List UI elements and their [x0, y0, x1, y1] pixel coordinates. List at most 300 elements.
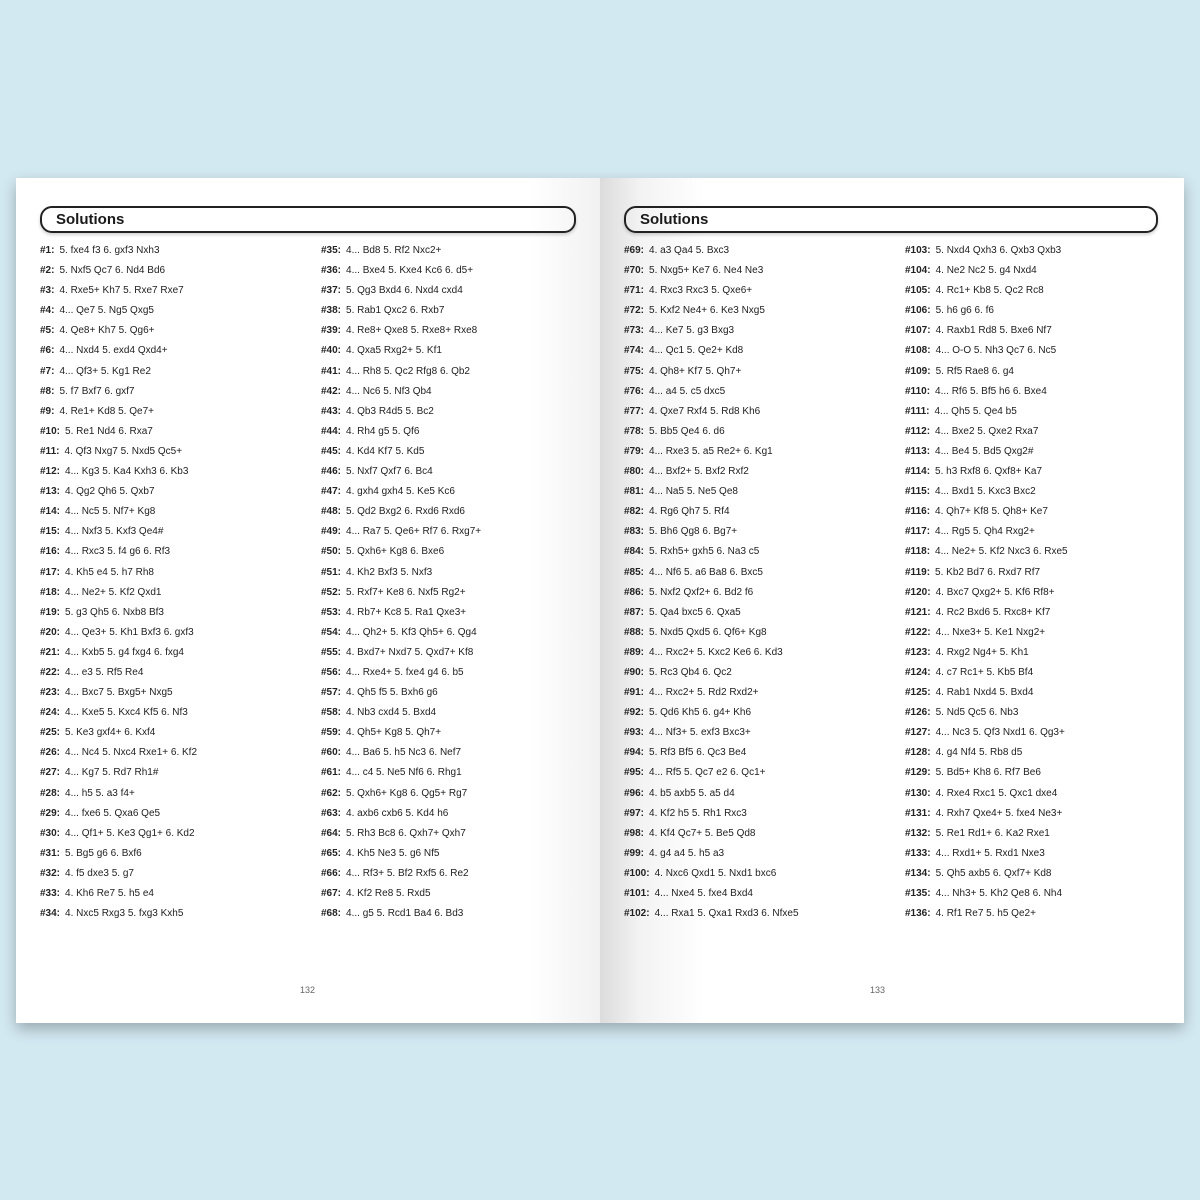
puzzle-number: #32:	[40, 867, 61, 879]
solution-entry	[624, 683, 884, 703]
solution-moves: 5. Rh3 Bc8 6. Qxh7+ Qxh7	[346, 827, 466, 839]
solution-entry	[40, 603, 300, 623]
puzzle-number: #30:	[40, 827, 61, 839]
puzzle-number: #49:	[321, 526, 342, 538]
solution-moves: 4... Rf3+ 5. Bf2 Rxf5 6. Re2	[346, 867, 469, 879]
solution-moves: 4... Na5 5. Ne5 Qe8	[649, 486, 738, 498]
solution-moves: 4. Bxc7 Qxg2+ 5. Kf6 Rf8+	[935, 586, 1055, 598]
section-title: Solutions	[640, 211, 709, 228]
solution-entry	[624, 804, 884, 824]
puzzle-number: #87:	[624, 606, 645, 618]
solution-entry	[321, 824, 581, 844]
solution-moves: 5. Nxf2 Qxf2+ 6. Bd2 f6	[649, 586, 754, 598]
solution-moves: 5. Bb5 Qe4 6. d6	[649, 425, 725, 437]
puzzle-number: #13:	[40, 486, 61, 498]
solution-entry	[624, 301, 884, 321]
puzzle-number: #11:	[40, 445, 60, 457]
solution-moves: 5. fxe4 f3 6. gxf3 Nxh3	[59, 245, 160, 256]
solution-entry	[905, 281, 1165, 301]
solution-moves: 4... Kg7 5. Rd7 Rh1#	[65, 767, 159, 779]
solution-moves: 5. Ke3 gxf4+ 6. Kxf4	[65, 727, 156, 739]
solution-entry	[40, 462, 300, 482]
puzzle-number: #21:	[40, 646, 61, 658]
puzzle-number: #136:	[905, 908, 931, 920]
solution-entry	[905, 884, 1165, 904]
solution-entry	[40, 804, 300, 824]
solution-moves: 4... Qh2+ 5. Kf3 Qh5+ 6. Qg4	[346, 626, 477, 638]
puzzle-number: #131:	[905, 807, 931, 819]
puzzle-number: #89:	[624, 646, 645, 658]
solution-moves: 4. Kf2 Re8 5. Rxd5	[346, 888, 431, 899]
puzzle-number: #99:	[624, 847, 645, 859]
solution-moves: 5. Qd6 Kh5 6. g4+ Kh6	[649, 707, 752, 719]
solution-entry	[905, 824, 1165, 844]
solution-moves: 5. Nxd4 Qxh3 6. Qxb3 Qxb3	[935, 245, 1062, 256]
solution-moves: 4. g4 Nf4 5. Rb8 d5	[935, 747, 1023, 759]
solution-entry	[624, 583, 884, 603]
solution-moves: 5. Rxf7+ Ke8 6. Nxf5 Rg2+	[346, 586, 466, 598]
solution-entry	[40, 784, 300, 804]
solution-entry	[624, 864, 884, 884]
solution-moves: 4... Rxc2+ 5. Rd2 Rxd2+	[649, 687, 759, 699]
puzzle-number: #128:	[905, 747, 931, 759]
puzzle-number: #116:	[905, 506, 931, 518]
puzzle-number: #25:	[40, 727, 61, 739]
solution-moves: 4... Rh8 5. Qc2 Rfg8 6. Qb2	[346, 365, 470, 377]
solution-entry	[40, 723, 300, 743]
solution-entry	[321, 422, 581, 442]
solution-entry	[624, 743, 884, 763]
solution-entry	[905, 442, 1165, 462]
solution-moves: 4. Rh4 g5 5. Qf6	[346, 425, 420, 437]
solution-moves: 4. Rc1+ Kb8 5. Qc2 Rc8	[935, 285, 1044, 297]
puzzle-number: #117:	[905, 526, 931, 538]
puzzle-number: #63:	[321, 807, 342, 819]
solution-entry	[40, 743, 300, 763]
solution-entry	[905, 603, 1165, 623]
puzzle-number: #103:	[905, 245, 931, 256]
solution-moves: 4... Bd8 5. Rf2 Nxc2+	[346, 245, 442, 256]
puzzle-number: #69:	[624, 245, 645, 256]
solution-entry	[40, 402, 300, 422]
solution-moves: 5. f7 Bxf7 6. gxf7	[59, 385, 135, 397]
solution-moves: 4. b5 axb5 5. a5 d4	[649, 787, 735, 799]
solution-entry	[321, 864, 581, 884]
solution-moves: 4. Re1+ Kd8 5. Qe7+	[59, 405, 154, 417]
puzzle-number: #120:	[905, 586, 931, 598]
solution-moves: 4... Nxf3 5. Kxf3 Qe4#	[65, 526, 164, 538]
puzzle-number: #130:	[905, 787, 931, 799]
solution-entry	[905, 542, 1165, 562]
puzzle-number: #15:	[40, 526, 61, 538]
solution-moves: 4... Rxe4+ 5. fxe4 g4 6. b5	[346, 666, 464, 678]
solution-entry	[905, 804, 1165, 824]
solution-entry	[624, 241, 884, 261]
puzzle-number: #4:	[40, 305, 55, 317]
puzzle-number: #2:	[40, 265, 55, 277]
solution-entry	[321, 663, 581, 683]
solution-entry	[321, 703, 581, 723]
solution-entry	[905, 583, 1165, 603]
solution-moves: 4. Qb3 R4d5 5. Bc2	[346, 405, 434, 417]
puzzle-number: #66:	[321, 867, 342, 879]
solution-entry	[624, 341, 884, 361]
solution-moves: 4. Qh5+ Kg8 5. Qh7+	[346, 727, 442, 739]
puzzle-number: #84:	[624, 546, 645, 558]
solution-entry	[321, 362, 581, 382]
solution-entry	[321, 241, 581, 261]
puzzle-number: #114:	[905, 466, 931, 478]
section-title: Solutions	[56, 211, 125, 228]
solution-entry	[40, 522, 300, 542]
puzzle-number: #62:	[321, 787, 342, 799]
solution-entry	[624, 603, 884, 623]
solution-entry	[40, 341, 300, 361]
solution-moves: 5. Nxg5+ Ke7 6. Ne4 Ne3	[649, 265, 764, 277]
solution-moves: 4. c7 Rc1+ 5. Kb5 Bf4	[935, 666, 1034, 678]
solution-entry	[321, 321, 581, 341]
solution-moves: 5. h3 Rxf8 6. Qxf8+ Ka7	[935, 466, 1043, 478]
solution-moves: 4. Rb7+ Kc8 5. Ra1 Qxe3+	[346, 606, 467, 618]
solution-moves: 4... Nc5 5. Nf7+ Kg8	[65, 506, 156, 518]
solution-entry	[624, 362, 884, 382]
solution-moves: 5. Bd5+ Kh8 6. Rf7 Be6	[935, 767, 1041, 779]
solution-entry	[40, 482, 300, 502]
puzzle-number: #9:	[40, 405, 55, 417]
solution-moves: 4. Qxa5 Rxg2+ 5. Kf1	[346, 345, 442, 357]
solution-moves: 4... Nxe3+ 5. Ke1 Nxg2+	[935, 626, 1046, 638]
puzzle-number: #61:	[321, 767, 342, 779]
puzzle-number: #75:	[624, 365, 645, 377]
solution-moves: 5. Kb2 Bd7 6. Rxd7 Rf7	[935, 566, 1041, 578]
solution-moves: 4. Re8+ Qxe8 5. Rxe8+ Rxe8	[346, 325, 478, 337]
solution-moves: 4... fxe6 5. Qxa6 Qe5	[65, 807, 161, 819]
puzzle-number: #97:	[624, 807, 645, 819]
solution-entry	[321, 402, 581, 422]
solution-entry	[905, 623, 1165, 643]
solution-moves: 4... Ne2+ 5. Kf2 Qxd1	[65, 586, 162, 598]
puzzle-number: #107:	[905, 325, 931, 337]
puzzle-number: #88:	[624, 626, 645, 638]
puzzle-number: #60:	[321, 747, 342, 759]
solution-entry	[905, 643, 1165, 663]
solution-entry	[905, 422, 1165, 442]
solution-moves: 4... Bxe2 5. Qxe2 Rxa7	[935, 425, 1039, 437]
solution-entry	[905, 763, 1165, 783]
solution-entry	[905, 904, 1165, 924]
solution-entry	[905, 321, 1165, 341]
puzzle-number: #17:	[40, 566, 61, 578]
solution-entry	[624, 623, 884, 643]
solution-moves: 5. Qa4 bxc5 6. Qxa5	[649, 606, 741, 618]
solution-moves: 4... Be4 5. Bd5 Qxg2#	[935, 445, 1034, 457]
puzzle-number: #93:	[624, 727, 645, 739]
solution-entry	[40, 563, 300, 583]
puzzle-number: #47:	[321, 486, 342, 498]
solution-entry	[905, 382, 1165, 402]
solution-moves: 5. Nxd5 Qxd5 6. Qf6+ Kg8	[649, 626, 767, 638]
solution-moves: 4. Raxb1 Rd8 5. Bxe6 Nf7	[935, 325, 1052, 337]
puzzle-number: #55:	[321, 646, 342, 658]
solution-entry	[905, 402, 1165, 422]
puzzle-number: #34:	[40, 908, 61, 920]
solution-entry	[905, 683, 1165, 703]
solution-entry	[40, 824, 300, 844]
solution-moves: 4... Ba6 5. h5 Nc3 6. Nef7	[346, 747, 462, 759]
solution-moves: 5. Re1 Nd4 6. Rxa7	[65, 425, 153, 437]
solution-entry	[40, 904, 300, 924]
solution-entry	[40, 663, 300, 683]
solution-entry	[624, 643, 884, 663]
solution-moves: 4. Nxc6 Qxd1 5. Nxd1 bxc6	[654, 867, 777, 879]
solution-moves: 4. axb6 cxb6 5. Kd4 h6	[346, 807, 449, 819]
solution-entry	[624, 563, 884, 583]
solution-entry	[40, 623, 300, 643]
solution-moves: 5. Bh6 Qg8 6. Bg7+	[649, 526, 738, 538]
solution-moves: 4... e3 5. Rf5 Re4	[65, 666, 144, 678]
puzzle-number: #16:	[40, 546, 61, 558]
solution-entry	[40, 362, 300, 382]
solution-moves: 4... Nc6 5. Nf3 Qb4	[346, 385, 432, 397]
puzzle-number: #23:	[40, 687, 61, 699]
solution-entry	[905, 784, 1165, 804]
puzzle-number: #100:	[624, 867, 650, 879]
solution-moves: 4... Rxc3 5. f4 g6 6. Rf3	[65, 546, 171, 558]
section-header	[624, 206, 1158, 233]
solution-moves: 4... Rxe3 5. a5 Re2+ 6. Kg1	[649, 445, 773, 457]
solution-moves: 4... h5 5. a3 f4+	[65, 787, 135, 799]
puzzle-number: #57:	[321, 687, 342, 699]
puzzle-number: #124:	[905, 666, 931, 678]
solution-entry	[905, 743, 1165, 763]
puzzle-number: #46:	[321, 466, 342, 478]
solution-moves: 4. Qxe7 Rxf4 5. Rd8 Kh6	[649, 405, 761, 417]
solution-moves: 5. Kxf2 Ne4+ 6. Ke3 Nxg5	[649, 305, 765, 317]
solution-moves: 4. Qf3 Nxg7 5. Nxd5 Qc5+	[64, 445, 183, 457]
solution-entry	[905, 563, 1165, 583]
left-page	[16, 178, 600, 1023]
solution-entry	[321, 301, 581, 321]
solutions-column	[40, 241, 300, 924]
open-book	[16, 178, 1184, 1023]
puzzle-number: #22:	[40, 666, 61, 678]
solution-moves: 5. Nxf5 Qc7 6. Nd4 Bd6	[59, 265, 166, 277]
puzzle-number: #91:	[624, 687, 645, 699]
puzzle-number: #8:	[40, 385, 55, 397]
solution-entry	[905, 362, 1165, 382]
puzzle-number: #78:	[624, 425, 645, 437]
solution-entry	[321, 804, 581, 824]
puzzle-number: #122:	[905, 626, 931, 638]
right-page	[600, 178, 1184, 1023]
puzzle-number: #102:	[624, 908, 650, 920]
puzzle-number: #54:	[321, 626, 342, 638]
solution-entry	[905, 462, 1165, 482]
solution-moves: 4. Rxg2 Ng4+ 5. Kh1	[935, 646, 1029, 658]
puzzle-number: #59:	[321, 727, 342, 739]
solution-entry	[40, 542, 300, 562]
solution-entry	[624, 422, 884, 442]
puzzle-number: #26:	[40, 747, 61, 759]
solution-entry	[40, 703, 300, 723]
solution-moves: 5. h6 g6 6. f6	[935, 305, 994, 317]
puzzle-number: #39:	[321, 325, 342, 337]
puzzle-number: #70:	[624, 265, 645, 277]
solution-moves: 4... Kg3 5. Ka4 Kxh3 6. Kb3	[65, 466, 189, 478]
solution-entry	[624, 542, 884, 562]
solution-moves: 5. Nd5 Qc5 6. Nb3	[935, 707, 1019, 719]
solution-moves: 4... Nf3+ 5. exf3 Bxc3+	[649, 727, 751, 739]
solution-entry	[40, 321, 300, 341]
puzzle-number: #3:	[40, 285, 55, 297]
puzzle-number: #24:	[40, 707, 61, 719]
solution-moves: 5. g3 Qh5 6. Nxb8 Bf3	[65, 606, 164, 618]
solution-entry	[40, 683, 300, 703]
solution-entry	[905, 502, 1165, 522]
solution-entry	[40, 382, 300, 402]
solution-moves: 4... Nxd4 5. exd4 Qxd4+	[59, 345, 168, 357]
solution-moves: 4. Rg6 Qh7 5. Rf4	[649, 506, 730, 518]
solution-entry	[321, 603, 581, 623]
solution-moves: 4. Qh8+ Kf7 5. Qh7+	[649, 365, 742, 377]
solution-moves: 4. Rxc3 Rxc3 5. Qxe6+	[649, 285, 753, 297]
puzzle-number: #108:	[905, 345, 931, 357]
solution-entry	[321, 382, 581, 402]
solution-moves: 4... Bxd1 5. Kxc3 Bxc2	[935, 486, 1036, 498]
solution-entry	[40, 502, 300, 522]
solution-entry	[624, 261, 884, 281]
solution-entry	[321, 623, 581, 643]
solution-entry	[321, 462, 581, 482]
solution-moves: 5. Re1 Rd1+ 6. Ka2 Rxe1	[935, 827, 1050, 839]
solution-moves: 4... Kxb5 5. g4 fxg4 6. fxg4	[65, 646, 184, 658]
puzzle-number: #112:	[905, 425, 931, 437]
solution-moves: 4. Rab1 Nxd4 5. Bxd4	[935, 687, 1034, 699]
puzzle-number: #33:	[40, 888, 61, 899]
puzzle-number: #36:	[321, 265, 342, 277]
puzzle-number: #5:	[40, 325, 55, 337]
puzzle-number: #14:	[40, 506, 61, 518]
solution-entry	[624, 763, 884, 783]
puzzle-number: #35:	[321, 245, 342, 256]
solution-moves: 5. Rc3 Qb4 6. Qc2	[649, 666, 732, 678]
solution-moves: 4. Qe8+ Kh7 5. Qg6+	[59, 325, 155, 337]
solution-entry	[624, 402, 884, 422]
puzzle-number: #71:	[624, 285, 645, 297]
solution-moves: 4. Kd4 Kf7 5. Kd5	[346, 445, 425, 457]
solution-moves: 5. Rab1 Qxc2 6. Rxb7	[346, 305, 445, 317]
puzzle-number: #18:	[40, 586, 61, 598]
puzzle-number: #73:	[624, 325, 645, 337]
puzzle-number: #82:	[624, 506, 645, 518]
solution-moves: 4... Bxc7 5. Bxg5+ Nxg5	[65, 687, 173, 699]
puzzle-number: #121:	[905, 606, 931, 618]
puzzle-number: #111:	[905, 405, 930, 417]
solution-moves: 4. Rc2 Bxd6 5. Rxc8+ Kf7	[935, 606, 1051, 618]
solution-entry	[905, 663, 1165, 683]
solution-entry	[624, 784, 884, 804]
puzzle-number: #40:	[321, 345, 342, 357]
solution-entry	[321, 683, 581, 703]
solution-entry	[624, 502, 884, 522]
solution-moves: 4. Rxe5+ Kh7 5. Rxe7 Rxe7	[59, 285, 184, 297]
solution-entry	[40, 864, 300, 884]
solution-moves: 4... Rxd1+ 5. Rxd1 Nxe3	[935, 847, 1045, 859]
solution-entry	[321, 743, 581, 763]
solution-moves: 5. Qd2 Bxg2 6. Rxd6 Rxd6	[346, 506, 465, 518]
page-number: 132	[300, 985, 316, 995]
puzzle-number: #90:	[624, 666, 645, 678]
solution-entry	[905, 723, 1165, 743]
solutions-column	[624, 241, 884, 924]
puzzle-number: #72:	[624, 305, 645, 317]
solution-entry	[40, 643, 300, 663]
solution-entry	[624, 904, 884, 924]
solution-moves: 4. gxh4 gxh4 5. Ke5 Kc6	[346, 486, 455, 498]
puzzle-number: #94:	[624, 747, 645, 759]
solution-entry	[321, 482, 581, 502]
solution-entry	[624, 703, 884, 723]
solution-entry	[40, 261, 300, 281]
puzzle-number: #38:	[321, 305, 342, 317]
puzzle-number: #81:	[624, 486, 645, 498]
solution-entry	[624, 321, 884, 341]
solution-moves: 4... Rg5 5. Qh4 Rxg2+	[935, 526, 1035, 538]
solution-moves: 5. Rf5 Rae8 6. g4	[935, 365, 1014, 377]
solution-entry	[624, 462, 884, 482]
solutions-column	[905, 241, 1165, 924]
solution-entry	[624, 522, 884, 542]
puzzle-number: #110:	[905, 385, 931, 397]
solution-entry	[624, 663, 884, 683]
solution-moves: 4... Nxe4 5. fxe4 Bxd4	[654, 888, 753, 899]
puzzle-number: #74:	[624, 345, 645, 357]
solution-moves: 4... Rf5 5. Qc7 e2 6. Qc1+	[649, 767, 766, 779]
section-header	[40, 206, 576, 233]
solution-entry	[624, 382, 884, 402]
solution-entry	[321, 884, 581, 904]
puzzle-number: #123:	[905, 646, 931, 658]
solution-entry	[905, 844, 1165, 864]
solution-moves: 4. Qg2 Qh6 5. Qxb7	[65, 486, 155, 498]
puzzle-number: #98:	[624, 827, 645, 839]
solution-moves: 4... Qe7 5. Ng5 Qxg5	[59, 305, 154, 317]
solution-moves: 4. Kf2 h5 5. Rh1 Rxc3	[649, 807, 747, 819]
solution-moves: 4. a3 Qa4 5. Bxc3	[649, 245, 730, 256]
puzzle-number: #45:	[321, 445, 342, 457]
solution-moves: 4... a4 5. c5 dxc5	[649, 385, 726, 397]
solution-entry	[40, 884, 300, 904]
puzzle-number: #95:	[624, 767, 645, 779]
puzzle-number: #20:	[40, 626, 61, 638]
puzzle-number: #58:	[321, 707, 342, 719]
solutions-column	[321, 241, 581, 924]
solution-entry	[321, 844, 581, 864]
solution-moves: 4... O-O 5. Nh3 Qc7 6. Nc5	[935, 345, 1057, 357]
puzzle-number: #85:	[624, 566, 645, 578]
solution-moves: 5. Qxh6+ Kg8 6. Qg5+ Rg7	[346, 787, 468, 799]
puzzle-number: #83:	[624, 526, 645, 538]
solution-entry	[321, 542, 581, 562]
puzzle-number: #56:	[321, 666, 342, 678]
solution-moves: 4... Nc3 5. Qf3 Nxd1 6. Qg3+	[935, 727, 1065, 739]
solution-moves: 4. Ne2 Nc2 5. g4 Nxd4	[935, 265, 1037, 277]
solution-moves: 4... Nh3+ 5. Kh2 Qe8 6. Nh4	[935, 888, 1063, 899]
solution-entry	[40, 241, 300, 261]
solution-entry	[624, 281, 884, 301]
puzzle-number: #126:	[905, 707, 931, 719]
solution-moves: 4... Bxf2+ 5. Bxf2 Rxf2	[649, 466, 749, 478]
